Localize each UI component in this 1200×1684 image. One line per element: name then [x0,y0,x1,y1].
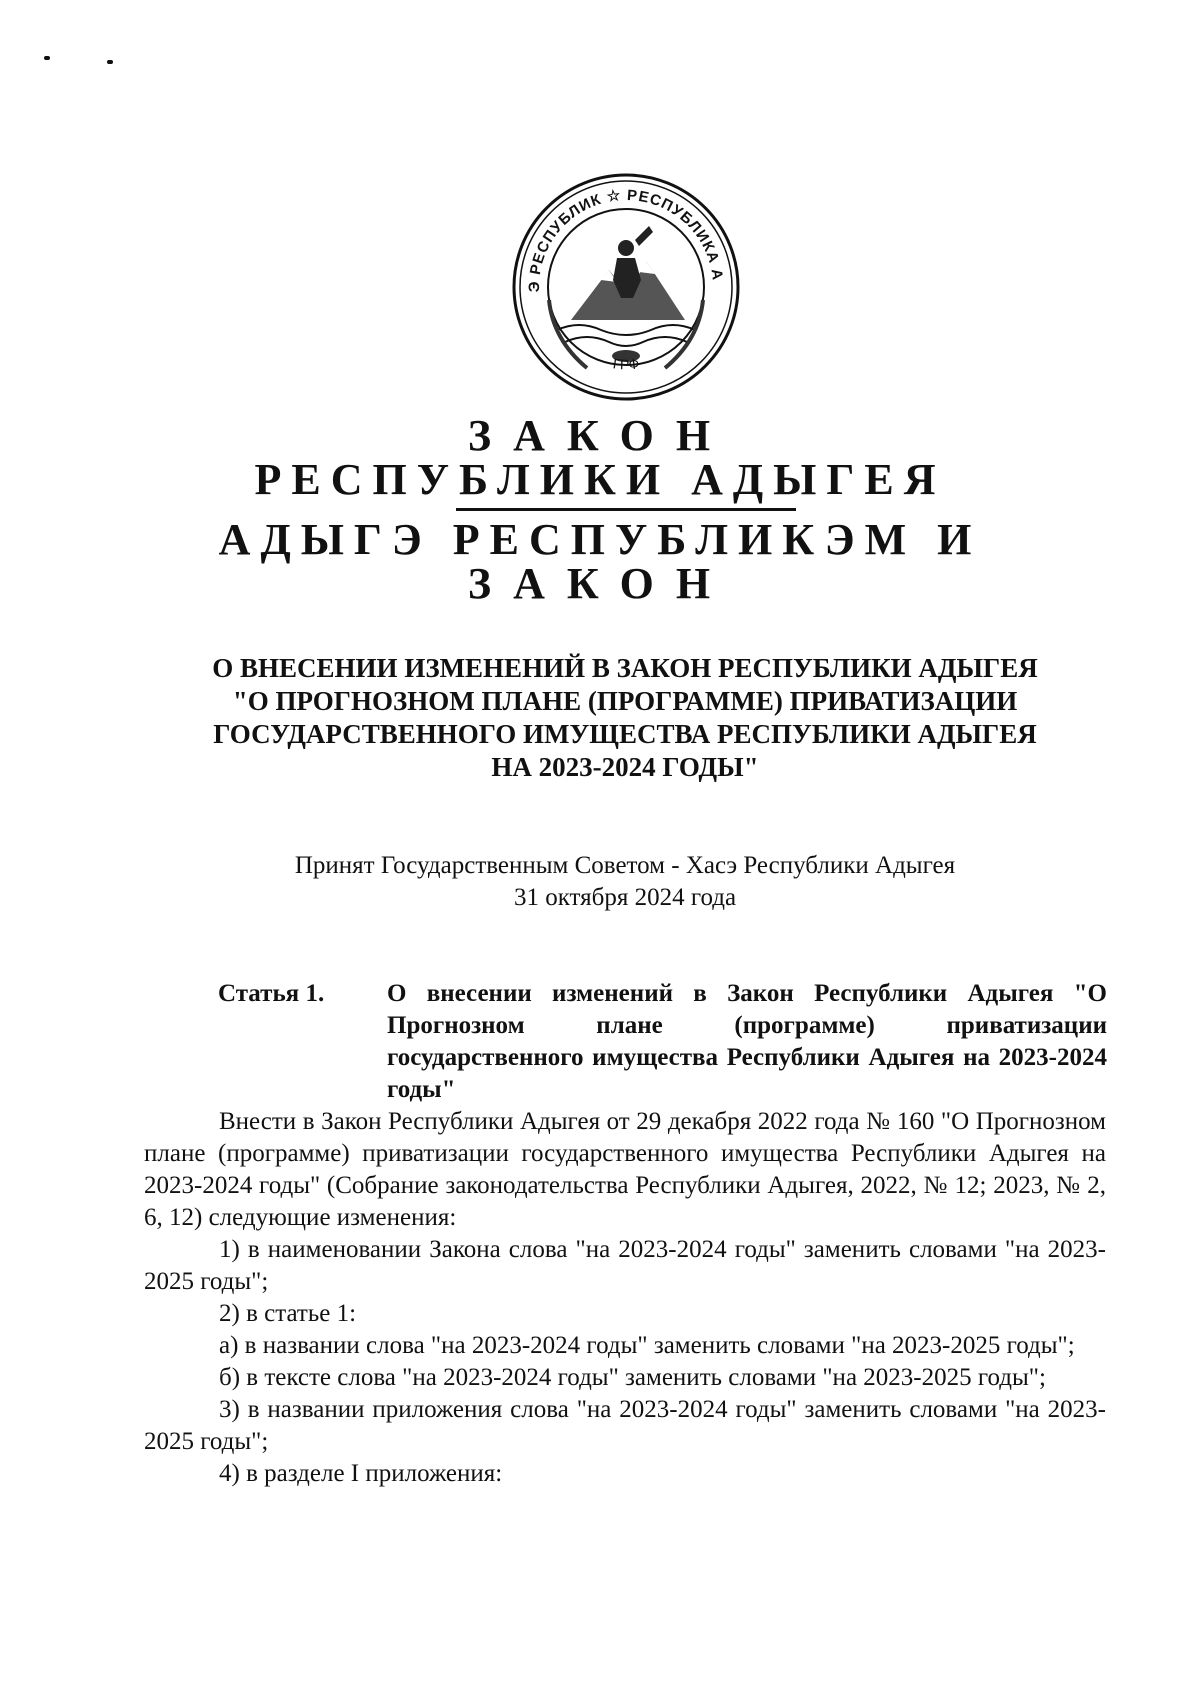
body-paragraph: Внести в Закон Республики Адыгея от 29 декабря 2022 года № 160 "О Прогнозном плане (программе) приватизации государственного имущества Республики Адыгея на 2023-2024 годы" (Собрание законодательства Республики Адыгея, 2022, № 12; 2023, № 2, 6, 12) следующие изменения: [144,1108,1106,1231]
subject-line: О ВНЕСЕНИИ ИЗМЕНЕНИЙ В ЗАКОН РЕСПУБЛИКИ АДЫГЕЯ [212,653,1038,683]
body-paragraph: б) в тексте слова "на 2023-2024 годы" заменить словами "на 2023-2025 годы"; [219,1364,1046,1391]
coat-of-arms-emblem [509,170,743,404]
body-paragraph: 3) в названии приложения слова "на 2023-2024 годы" заменить словами "на 2023-2025 годы"; [144,1396,1106,1455]
svg-text:ГРФ [612,355,640,372]
law-subject-title [150,652,1100,784]
heading-divider [456,508,796,511]
article-title: О внесении изменений в Закон Республики Адыгея "О Прогнозном плане (программе) приватизации государственного имущества Республики Адыгея на 2023-2024 годы" [387,980,1107,1103]
subject-line: ГОСУДАРСТВЕННОГО ИМУЩЕСТВА РЕСПУБЛИКИ АДЫГЕЯ [213,719,1037,749]
adoption-date: 31 октября 2024 года [513,884,737,911]
emblem-ring-text: Э РЕСПУБЛИК ☆ РЕСПУБЛИКА А [525,186,726,293]
scan-speck [44,56,50,60]
adoption-note [150,850,1100,914]
subject-line: НА 2023-2024 ГОДЫ" [491,752,759,782]
body-paragraph: а) в названии слова "на 2023-2024 годы" заменить словами "на 2023-2025 годы"; [219,1332,1075,1359]
law-heading-republic: РЕСПУБЛИКИ АДЫГЕЯ [254,455,946,504]
law-heading-adyghe-law: ЗАКОН [467,559,733,608]
adoption-body: Принят Государственным Советом - Хасэ Республики Адыгея [294,852,956,879]
article-number: Статья 1. [218,980,325,1007]
article-body [144,1106,1106,1490]
body-paragraph: 4) в разделе I приложения: [219,1460,503,1487]
body-paragraph: 2) в статье 1: [219,1300,357,1327]
body-paragraph: 1) в наименовании Закона слова "на 2023-2024 годы" заменить словами "на 2023-2025 годы"; [144,1236,1106,1295]
scan-speck [107,60,113,64]
law-heading-adyghe: АДЫГЭ РЕСПУБЛИКЭМ И [218,515,982,564]
law-heading: ЗАКОН [467,411,733,460]
emblem-ring-text-bottom: ГРФ [611,355,641,373]
subject-line: "О ПРОГНОЗНОМ ПЛАНЕ (ПРОГРАММЕ) ПРИВАТИЗАЦИИ [232,686,1018,716]
